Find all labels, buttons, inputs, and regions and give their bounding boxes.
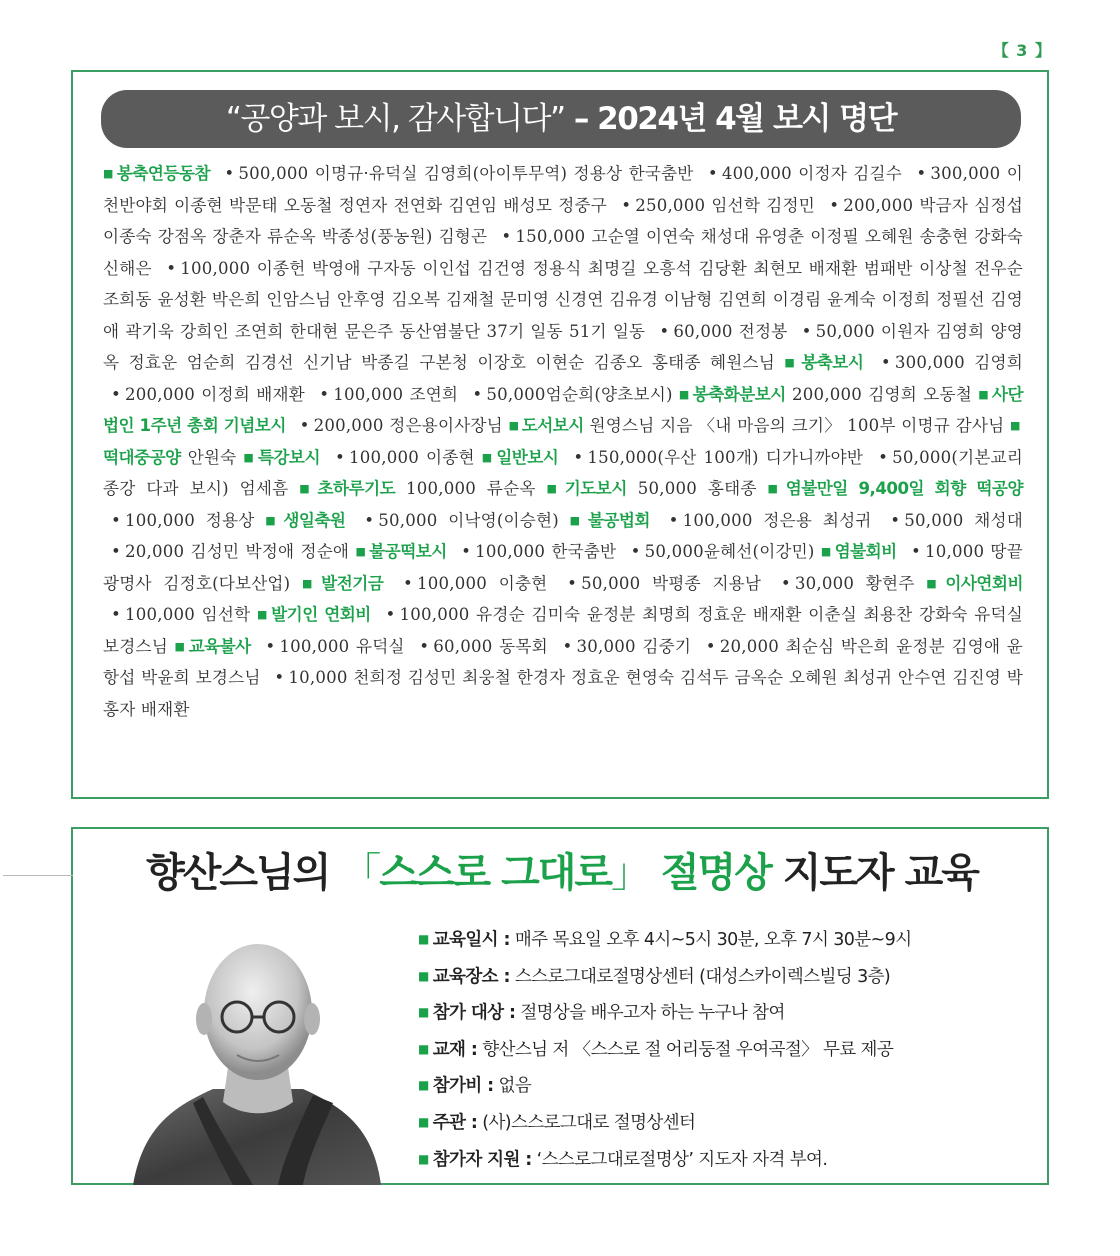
title-quote: “공양과 보시, 감사합니다” <box>225 101 565 137</box>
donor-list-text <box>103 158 1023 725</box>
donation-category: ■ 사단법인 1주년 총회 기념보시 <box>103 385 1023 436</box>
detail-value: 스스로그대로절명상센터 (대성스카이렉스빌딩 3층) <box>509 966 891 987</box>
donation-entry: • 500,000 이명규·유덕실 김영희(아이투무역) 정용상 한국춤반 <box>216 164 693 183</box>
donation-entry: • 100,000 임선학 <box>103 605 250 624</box>
detail-row-fee <box>418 1067 1038 1104</box>
education-title <box>73 841 1051 898</box>
detail-row-textbook <box>418 1031 1038 1068</box>
donation-entry: • 150,000(우산 100개) 디가니까야반 <box>565 448 863 467</box>
donation-entry: • 100,000 정용상 <box>103 511 254 530</box>
title-part-a: 향산스님의 <box>146 850 342 896</box>
donation-entry: • 50,000윤혜선(이강민) <box>623 542 815 561</box>
detail-label: ■ 교재 : <box>418 1040 477 1060</box>
detail-label: ■ 참가비 : <box>418 1076 494 1096</box>
donation-category: ■ 발기인 연회비 <box>257 605 371 624</box>
donation-category: ■ 이사연회비 <box>926 574 1023 593</box>
donation-category: ■ 일반보시 <box>482 448 559 467</box>
education-box <box>71 827 1049 1185</box>
detail-label: ■ 교육일시 : <box>418 930 510 950</box>
donation-category: ■ 염불만일 9,400일 회향 떡공양 <box>767 479 1023 498</box>
detail-value: 절명상을 배우고자 하는 누구나 참여 <box>515 1003 785 1024</box>
detail-row-location <box>418 958 1038 995</box>
monk-portrait-image <box>133 917 381 1185</box>
donation-entry: • 150,000 고순열 이연숙 채성대 유영춘 이정필 오혜원 송충현 강화숙 신해은 <box>103 227 1023 278</box>
donation-entry: • 50,000엄순희(양초보시) <box>464 385 672 404</box>
donation-entry: • 200,000 정은용이사장님 <box>292 416 503 435</box>
donation-entry: • 400,000 이정자 김길수 <box>700 164 902 183</box>
education-details <box>418 921 1038 1177</box>
donation-entry: • 60,000 동목회 <box>411 637 548 656</box>
donation-entry: 안원숙 <box>187 447 237 467</box>
donation-entry: 200,000 김영희 오동철 <box>792 384 972 404</box>
donation-entry: • 300,000 이천반야회 이종현 박문태 오동철 정연자 전연화 김연임 배성모 정중구 <box>103 164 1023 215</box>
detail-label: ■ 참가 대상 : <box>418 1003 515 1023</box>
detail-label: ■ 주관 : <box>418 1113 477 1133</box>
donation-category: ■ 특강보시 <box>243 448 320 467</box>
donation-entry: • 100,000 조연희 <box>311 385 458 404</box>
donation-category: ■ 발전기금 <box>302 574 383 593</box>
donation-entry: • 50,000 이낙영(이승현) <box>356 511 559 530</box>
donation-category: ■ 생일축원 <box>265 511 345 530</box>
donation-entry: • 100,000 정은용 최성귀 <box>661 511 872 530</box>
detail-value: 향산스님 저 〈스스로 절 어리둥절 우여곡절〉 무료 제공 <box>477 1039 894 1060</box>
donation-entry: • 200,000 박금자 심정섭 이종숙 강점옥 장춘자 류순옥 박종성(풍농원) 김형곤 <box>103 196 1023 247</box>
donation-category: ■ 염불회비 <box>821 542 897 561</box>
detail-label: ■ 교육장소 : <box>418 967 510 987</box>
divider-line <box>3 875 73 876</box>
detail-value: 없음 <box>493 1076 532 1097</box>
detail-label: ■ 참가자 지원 : <box>418 1150 532 1170</box>
title-meditation: 절명상 <box>648 850 771 896</box>
donation-entry: 원영스님 지음 〈내 마음의 크기〉 100부 이명규 감사님 <box>589 416 1005 435</box>
donation-entry: • 20,000 김성민 박정애 정순애 <box>103 542 349 561</box>
donation-entry: • 100,000 이충현 <box>395 574 547 593</box>
donation-entry: • 100,000 한국춤반 <box>453 542 616 561</box>
donation-entry: • 100,000 유덕실 <box>257 637 404 656</box>
donation-entry: • 60,000 전정봉 <box>651 322 787 341</box>
donation-entry: • 30,000 황현주 <box>773 574 915 593</box>
donation-category: ■ 불공떡보시 <box>355 542 446 561</box>
detail-row-schedule <box>418 921 1038 958</box>
detail-row-host <box>418 1104 1038 1141</box>
donation-entry: • 200,000 이정희 배재환 <box>103 385 305 404</box>
donation-entry: • 100,000 이종현 <box>327 448 475 467</box>
donation-entry: • 50,000 이원자 김영희 양영옥 정효운 엄순희 김경선 신기남 박종길 구본청 이장호 이현순 김종오 홍태종 혜원스님 <box>103 322 1023 373</box>
page-number: 【 3 】 <box>992 41 1052 60</box>
donation-category: ■ 불공법회 <box>570 511 650 530</box>
donation-category: ■ 기도보시 <box>546 479 626 498</box>
donation-entry: • 20,000 최순심 박은희 윤정분 김영애 윤항섭 박윤희 보경스님 <box>103 637 1023 688</box>
donation-entry: • 100,000 이종헌 박영애 구자동 이인섭 김건영 정용식 최명길 오흥석 김당환 최현모 배재환 범패반 이상철 전우순 조희동 윤성환 박은희 인암스님 안후영 김오복 김재철 문미영 신경연 김유경 이남형 김연희 이경림 윤계숙 이정희 정필선 김영애 곽기욱 강희인 조연희 한대현 문은주 동산염불단 37기 일동 51기 일동 <box>103 259 1023 341</box>
donation-entry: 50,000 홍태종 <box>637 479 757 498</box>
detail-row-support <box>418 1141 1038 1178</box>
donor-list-box <box>71 70 1049 799</box>
donation-category: ■ 봉축화분보시 <box>679 385 786 404</box>
donation-category: ■ 초하루기도 <box>299 479 395 498</box>
donation-entry: • 250,000 임선학 김정민 <box>613 196 815 215</box>
title-bracket-open: 「 <box>341 850 380 896</box>
donation-entry: 100,000 류순옥 <box>406 479 536 498</box>
title-program-name: 스스로 그대로 <box>379 850 611 896</box>
donation-entry: • 300,000 김영희 <box>873 353 1023 372</box>
donation-entry: • 50,000 채성대 <box>882 511 1023 530</box>
donation-entry: • 50,000 박평종 지용남 <box>559 574 761 593</box>
donation-entry: • 10,000 천희정 김성민 최웅철 한경자 정효운 현영숙 김석두 금옥순 오혜원 최성귀 안수연 김진영 박홍자 배재환 <box>103 668 1023 719</box>
donation-entry: • 100,000 유경순 김미숙 윤정분 최명희 정효운 배재환 이춘실 최용찬 강화숙 유덕실 보경스님 <box>103 605 1023 656</box>
detail-value: ‘스스로그대로절명상’ 지도자 자격 부여. <box>531 1149 828 1170</box>
donation-category: ■ 떡대중공양 <box>103 416 1023 467</box>
donation-category: ■ 도서보시 <box>509 416 584 435</box>
detail-value: 매주 목요일 오후 4시~5시 30분, 오후 7시 30분~9시 <box>509 930 912 950</box>
donation-category: ■ 교육불사 <box>175 637 251 656</box>
title-part-b: 지도자 교육 <box>770 850 978 896</box>
title-bracket-close: 」 <box>610 850 649 896</box>
donation-entry: • 50,000(기본교리 종강 다과 보시) 엄세흠 <box>103 448 1023 499</box>
donation-entry: • 10,000 땅끝광명사 김정호(다보산업) <box>103 542 1023 593</box>
detail-value: (사)스스로그대로 절명상센터 <box>477 1112 696 1133</box>
detail-row-target <box>418 994 1038 1031</box>
donation-category: ■ 봉축보시 <box>784 353 863 372</box>
title-main: – 2024년 4월 보시 명단 <box>564 101 897 137</box>
donor-list-title <box>101 90 1021 148</box>
donation-entry: • 30,000 김중기 <box>555 637 692 656</box>
donation-category: ■ 봉축연등동참 <box>103 164 210 183</box>
